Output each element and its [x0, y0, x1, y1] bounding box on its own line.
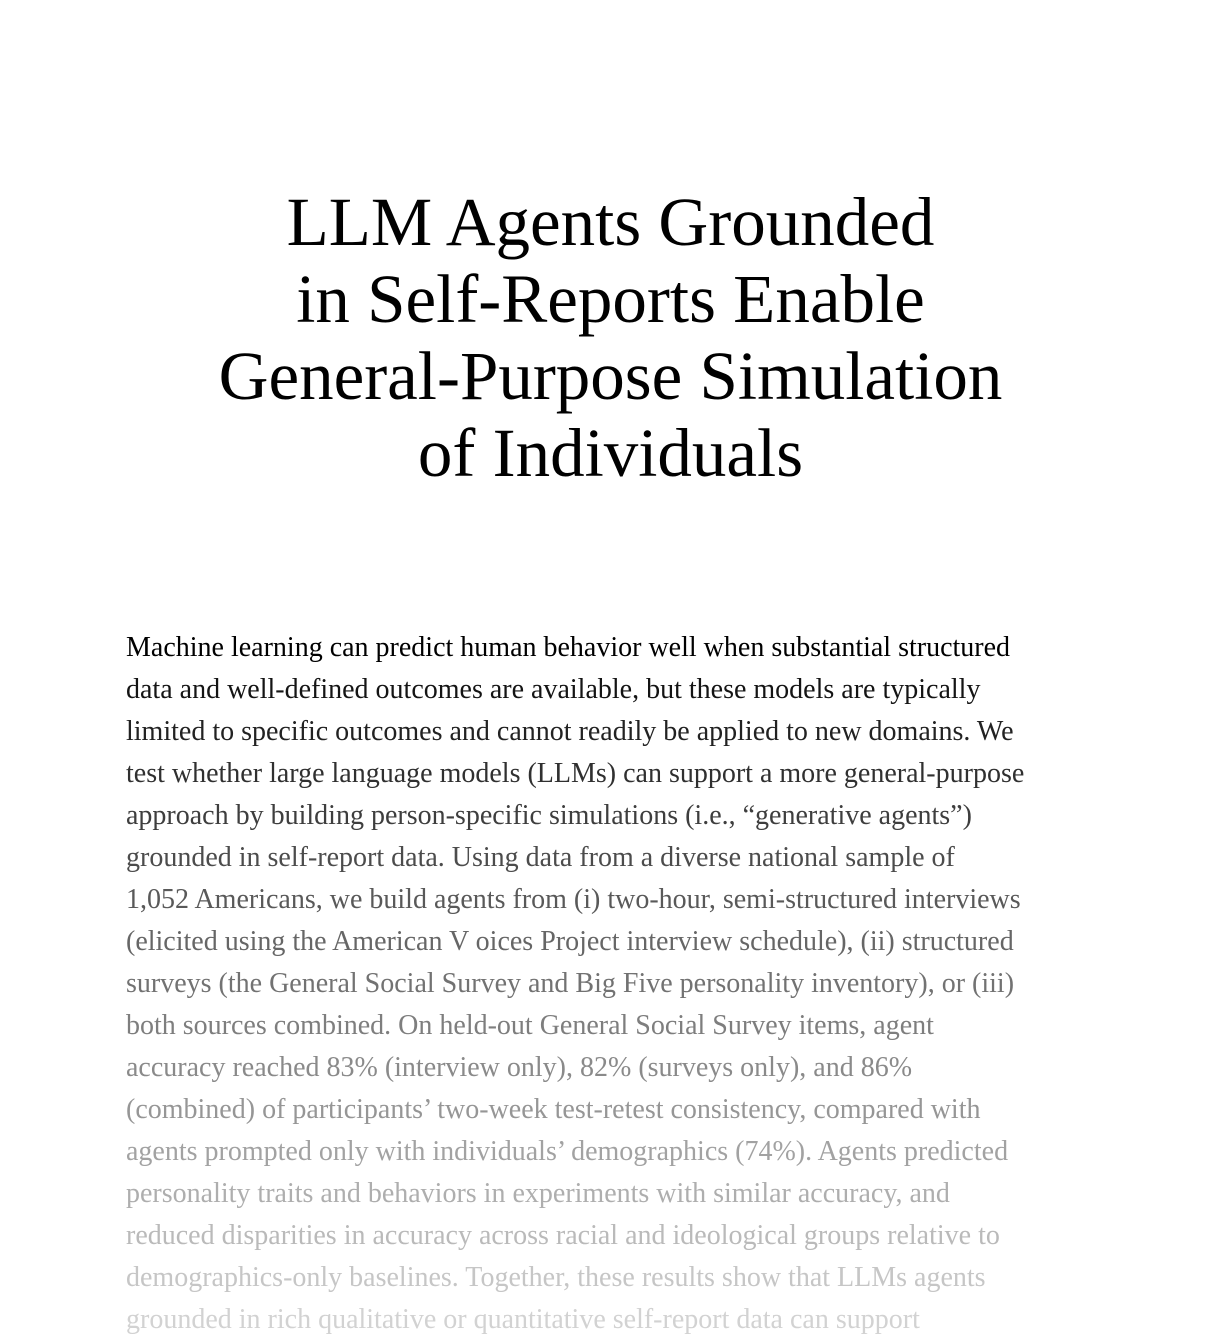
- abstract-line: personality traits and behaviors in experiments with similar accuracy, and: [126, 1178, 950, 1209]
- abstract-line: test whether large language models (LLMs) can support a more general-purpose: [126, 758, 1025, 789]
- abstract-line: data and well-defined outcomes are available, but these models are typically: [126, 674, 981, 705]
- abstract-line: demographics-only baselines. Together, these results show that LLMs agents: [126, 1262, 986, 1293]
- abstract-line: Machine learning can predict human behavior well when substantial structured: [126, 632, 1011, 663]
- abstract-line: 1,052 Americans, we build agents from (i) two-hour, semi-structured interviews: [126, 884, 1021, 915]
- title-line: of Individuals: [417, 415, 804, 491]
- abstract-line: (elicited using the American V oices Project interview schedule), (ii) structured: [126, 926, 1014, 957]
- abstract-line: limited to specific outcomes and cannot readily be applied to new domains. We: [126, 716, 1014, 747]
- abstract-line: surveys (the General Social Survey and Big Five personality inventory), or (iii): [126, 968, 1015, 999]
- abstract: [126, 627, 1106, 1341]
- title-line: in Self-Reports Enable: [296, 261, 925, 337]
- paper-title: [0, 184, 1221, 492]
- title-line: LLM Agents Grounded: [286, 184, 935, 260]
- abstract-line: approach by building person-specific simulations (i.e., “generative agents”): [126, 800, 972, 831]
- abstract-line: grounded in rich qualitative or quantitative self-report data can support: [126, 1304, 920, 1335]
- abstract-line: accuracy reached 83% (interview only), 82% (surveys only), and 86%: [126, 1052, 913, 1083]
- abstract-line: grounded in self-report data. Using data from a diverse national sample of: [126, 842, 955, 873]
- title-line: General-Purpose Simulation: [218, 338, 1003, 414]
- abstract-line: reduced disparities in accuracy across racial and ideological groups relative to: [126, 1220, 1000, 1251]
- abstract-line: both sources combined. On held-out General Social Survey items, agent: [126, 1010, 934, 1041]
- abstract-line: agents prompted only with individuals’ demographics (74%). Agents predicted: [126, 1136, 1009, 1167]
- abstract-line: (combined) of participants’ two-week test-retest consistency, compared with: [126, 1094, 981, 1125]
